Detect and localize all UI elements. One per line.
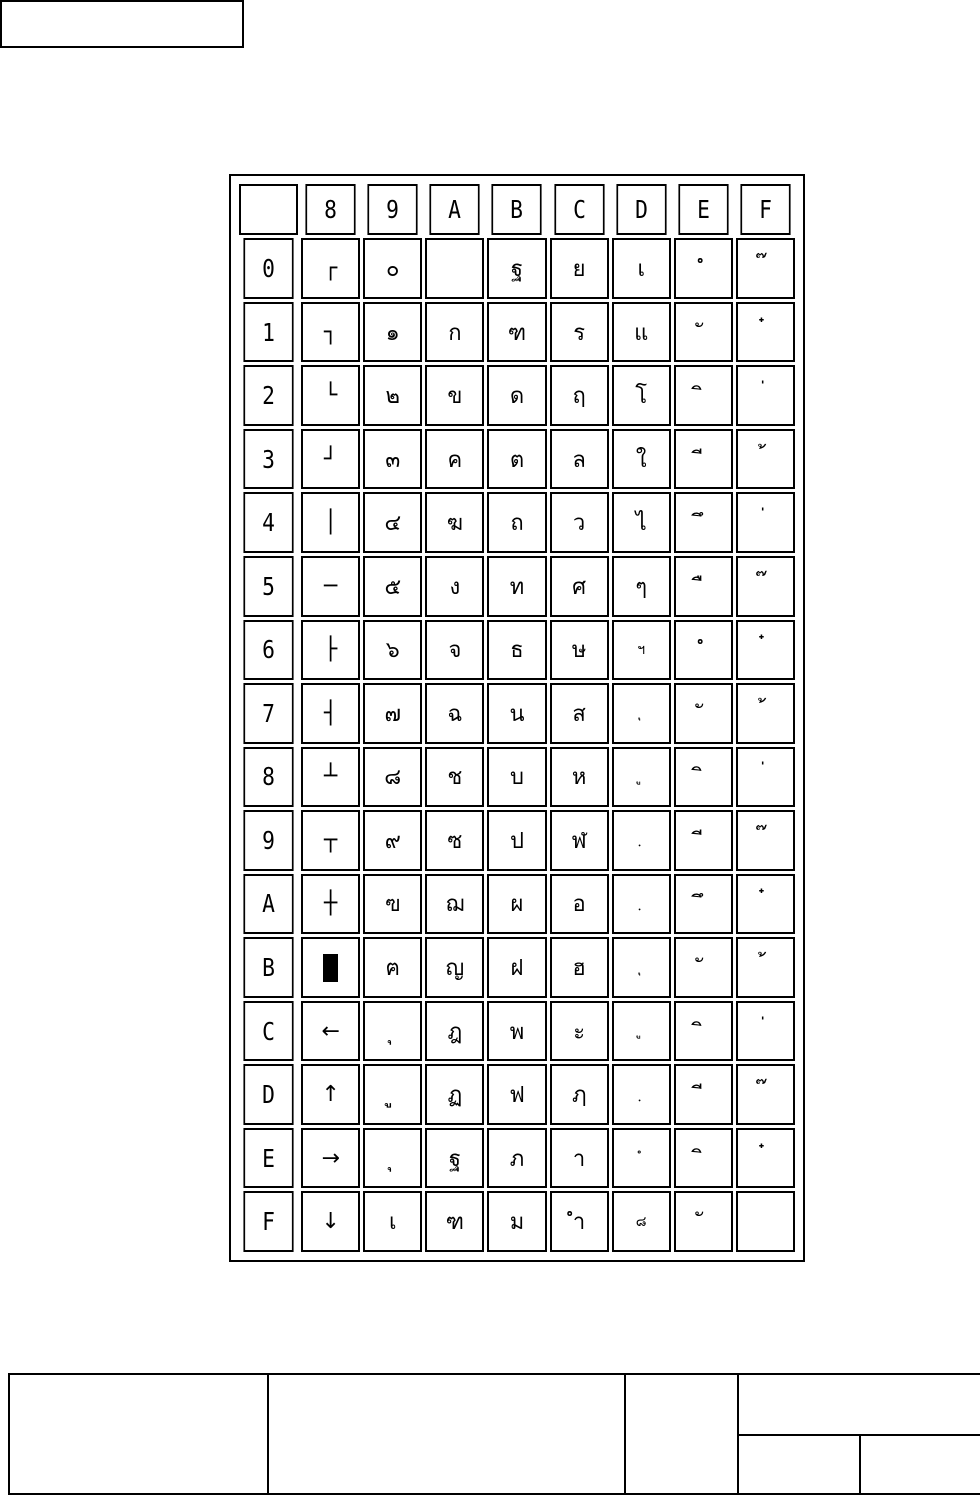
column-header: 8 — [306, 184, 356, 235]
glyph-cell: ฑ — [487, 302, 546, 363]
table-row — [239, 238, 795, 299]
glyph-cell: พ — [487, 1001, 546, 1062]
glyph-cell — [674, 810, 733, 871]
glyph-cell: ช — [425, 747, 484, 808]
glyph-cell — [674, 556, 733, 617]
glyph-cell: ฟ — [487, 1064, 546, 1125]
column-header: 9 — [368, 184, 418, 235]
glyph-cell: า — [550, 1128, 609, 1189]
glyph-cell: ๘ — [363, 747, 422, 808]
glyph-cell — [736, 302, 795, 363]
glyph-cell: ฝ — [487, 937, 546, 998]
title-block-divider — [737, 1434, 980, 1436]
glyph-cell: บ — [487, 747, 546, 808]
column-header: A — [430, 184, 480, 235]
title-block-divider — [624, 1375, 626, 1493]
row-header: 6 — [243, 620, 293, 681]
glyph-cell: อ — [550, 874, 609, 935]
glyph-cell: ล — [550, 429, 609, 490]
glyph-cell: ญ — [425, 937, 484, 998]
glyph-cell: ๑ — [363, 302, 422, 363]
glyph-cell — [612, 747, 671, 808]
glyph-cell: ┼ — [301, 874, 360, 935]
glyph-cell — [612, 1001, 671, 1062]
row-header: 0 — [243, 238, 293, 299]
glyph-cell — [612, 1128, 671, 1189]
row-header: B — [243, 937, 293, 998]
glyph-cell: โ — [612, 365, 671, 426]
glyph-cell: ต — [487, 429, 546, 490]
glyph-cell: ธ — [487, 620, 546, 681]
glyph-cell: ─ — [301, 556, 360, 617]
glyph-cell — [674, 429, 733, 490]
glyph-cell: ฯ — [612, 620, 671, 681]
glyph-cell — [674, 683, 733, 744]
glyph-cell: ← — [301, 1001, 360, 1062]
glyph-cell — [736, 492, 795, 553]
glyph-cell: ฐ — [425, 1128, 484, 1189]
glyph-cell — [301, 937, 360, 998]
code-table — [236, 181, 798, 1255]
glyph-cell — [612, 683, 671, 744]
glyph-cell: ร — [550, 302, 609, 363]
glyph-cell: ┤ — [301, 683, 360, 744]
glyph-cell: ภ — [487, 1128, 546, 1189]
glyph-cell: ท — [487, 556, 546, 617]
glyph-cell: ┐ — [301, 302, 360, 363]
glyph-cell: ำ — [550, 1191, 609, 1252]
glyph-cell — [674, 874, 733, 935]
glyph-cell — [736, 556, 795, 617]
glyph-cell — [674, 747, 733, 808]
glyph-cell: ษ — [550, 620, 609, 681]
table-row — [239, 1064, 795, 1125]
row-header: D — [243, 1064, 293, 1125]
header-label-box — [0, 0, 244, 48]
table-row — [239, 429, 795, 490]
glyph-cell — [736, 238, 795, 299]
glyph-cell: ศ — [550, 556, 609, 617]
glyph-cell — [736, 874, 795, 935]
glyph-cell — [736, 747, 795, 808]
glyph-cell: ฉ — [425, 683, 484, 744]
glyph-cell — [674, 492, 733, 553]
glyph-cell: │ — [301, 492, 360, 553]
glyph-cell — [736, 937, 795, 998]
glyph-cell: แ — [612, 302, 671, 363]
glyph-cell: ค — [425, 429, 484, 490]
row-header: 8 — [243, 747, 293, 808]
glyph-cell: ส — [550, 683, 609, 744]
glyph-cell: ห — [550, 747, 609, 808]
column-header: E — [678, 184, 728, 235]
glyph-cell: ฑ — [425, 1191, 484, 1252]
title-block-divider — [859, 1436, 861, 1493]
glyph-cell: น — [487, 683, 546, 744]
glyph-cell: ┬ — [301, 810, 360, 871]
character-code-table — [229, 174, 805, 1262]
glyph-cell — [612, 810, 671, 871]
glyph-cell: ๔ — [363, 492, 422, 553]
full-block-glyph — [323, 954, 338, 982]
row-header: 4 — [243, 492, 293, 553]
row-header: 9 — [243, 810, 293, 871]
table-row — [239, 874, 795, 935]
glyph-cell — [674, 1001, 733, 1062]
glyph-cell — [736, 429, 795, 490]
glyph-cell — [363, 1064, 422, 1125]
glyph-cell: ฐ — [487, 238, 546, 299]
glyph-cell: ง — [425, 556, 484, 617]
glyph-cell: ถ — [487, 492, 546, 553]
glyph-cell — [736, 1191, 795, 1252]
glyph-cell: ๘ — [612, 1191, 671, 1252]
column-header: C — [554, 184, 604, 235]
glyph-cell — [736, 1064, 795, 1125]
glyph-cell: ฤ — [550, 365, 609, 426]
glyph-cell: ├ — [301, 620, 360, 681]
column-header-row — [239, 184, 795, 235]
glyph-cell — [736, 1001, 795, 1062]
glyph-cell — [363, 1001, 422, 1062]
glyph-cell: └ — [301, 365, 360, 426]
title-block — [8, 1373, 980, 1495]
row-header: 1 — [243, 302, 293, 363]
glyph-cell — [612, 1064, 671, 1125]
glyph-cell: ๒ — [363, 365, 422, 426]
glyph-cell: ะ — [550, 1001, 609, 1062]
table-row — [239, 492, 795, 553]
glyph-cell — [425, 238, 484, 299]
glyph-cell — [674, 620, 733, 681]
glyph-cell: ┘ — [301, 429, 360, 490]
glyph-cell: ฮ — [550, 937, 609, 998]
glyph-cell: ย — [550, 238, 609, 299]
row-header: F — [243, 1191, 293, 1252]
glyph-cell: ผ — [487, 874, 546, 935]
column-header: F — [740, 184, 790, 235]
glyph-cell — [736, 683, 795, 744]
glyph-cell: ฌ — [425, 874, 484, 935]
title-block-divider — [267, 1375, 269, 1493]
glyph-cell: ฃ — [363, 874, 422, 935]
glyph-cell: จ — [425, 620, 484, 681]
glyph-cell: ข — [425, 365, 484, 426]
glyph-cell: ๕ — [363, 556, 422, 617]
glyph-cell: ๆ — [612, 556, 671, 617]
glyph-cell: ฆ — [425, 492, 484, 553]
table-row — [239, 556, 795, 617]
glyph-cell: ป — [487, 810, 546, 871]
glyph-cell: ไ — [612, 492, 671, 553]
glyph-cell: ↑ — [301, 1064, 360, 1125]
row-header: 5 — [243, 556, 293, 617]
glyph-cell: ฦ — [550, 1064, 609, 1125]
glyph-cell: ใ — [612, 429, 671, 490]
column-header: B — [492, 184, 542, 235]
glyph-cell: ด — [487, 365, 546, 426]
table-row — [239, 937, 795, 998]
table-row — [239, 365, 795, 426]
row-header: 3 — [243, 429, 293, 490]
glyph-cell: ว — [550, 492, 609, 553]
glyph-cell — [674, 1128, 733, 1189]
glyph-cell: ┴ — [301, 747, 360, 808]
column-header: D — [616, 184, 666, 235]
table-row — [239, 1128, 795, 1189]
table-row — [239, 302, 795, 363]
table-row — [239, 683, 795, 744]
row-header: C — [243, 1001, 293, 1062]
glyph-cell — [674, 1064, 733, 1125]
glyph-cell: ๗ — [363, 683, 422, 744]
glyph-cell: ก — [425, 302, 484, 363]
glyph-cell: ฏ — [425, 1064, 484, 1125]
table-row — [239, 1191, 795, 1252]
glyph-cell — [674, 365, 733, 426]
table-row — [239, 1001, 795, 1062]
glyph-cell: ๐ — [363, 238, 422, 299]
table-row — [239, 620, 795, 681]
glyph-cell — [674, 302, 733, 363]
glyph-cell — [363, 1128, 422, 1189]
glyph-cell: ๙ — [363, 810, 422, 871]
glyph-cell: ซ — [425, 810, 484, 871]
row-header: 7 — [243, 683, 293, 744]
glyph-cell — [612, 937, 671, 998]
glyph-cell: ฅ — [363, 937, 422, 998]
glyph-cell: ม — [487, 1191, 546, 1252]
glyph-cell — [736, 620, 795, 681]
glyph-cell: ┌ — [301, 238, 360, 299]
glyph-cell: ๖ — [363, 620, 422, 681]
glyph-cell — [674, 238, 733, 299]
glyph-cell: ๓ — [363, 429, 422, 490]
table-row — [239, 810, 795, 871]
glyph-cell — [612, 874, 671, 935]
glyph-cell — [736, 810, 795, 871]
row-header: 2 — [243, 365, 293, 426]
row-header: E — [243, 1128, 293, 1189]
glyph-cell — [736, 365, 795, 426]
glyph-cell — [674, 1191, 733, 1252]
glyph-cell: → — [301, 1128, 360, 1189]
glyph-cell: เ — [363, 1191, 422, 1252]
glyph-cell: ↓ — [301, 1191, 360, 1252]
table-row — [239, 747, 795, 808]
glyph-cell: ฬ — [550, 810, 609, 871]
glyph-cell — [674, 937, 733, 998]
glyph-cell: เ — [612, 238, 671, 299]
corner-cell — [239, 184, 298, 235]
glyph-cell: ฎ — [425, 1001, 484, 1062]
glyph-cell — [736, 1128, 795, 1189]
row-header: A — [243, 874, 293, 935]
